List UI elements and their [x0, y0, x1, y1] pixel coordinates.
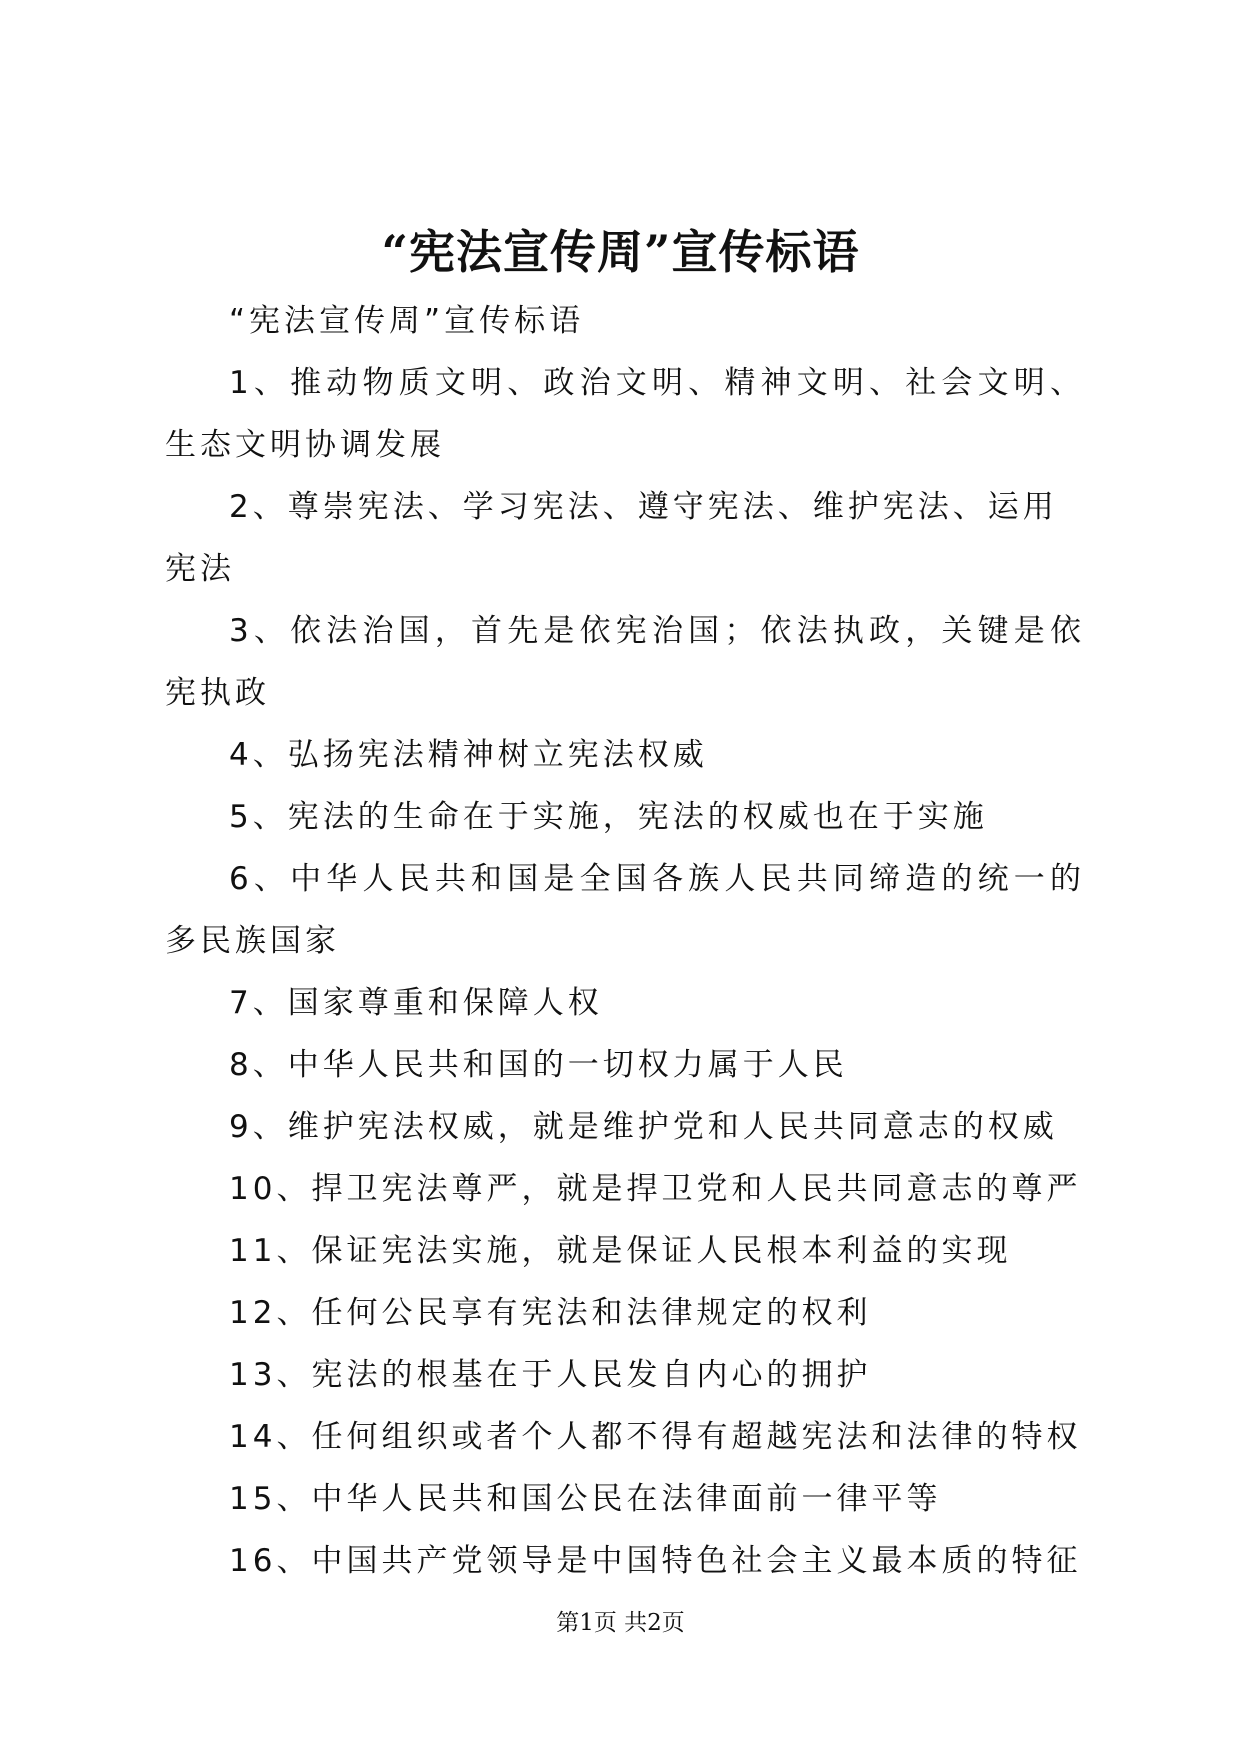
- slogan-item: 1、推动物质文明、政治文明、精神文明、社会文明、生态文明协调发展: [165, 365, 1085, 463]
- document-title: “宪法宣传周”宣传标语: [381, 225, 860, 279]
- slogan-item: 5、宪法的生命在于实施，宪法的权威也在于实施: [229, 799, 988, 835]
- slogan-item: 16、中国共产党领导是中国特色社会主义最本质的特征: [229, 1543, 1082, 1579]
- slogan-item: 7、国家尊重和保障人权: [229, 985, 603, 1021]
- slogan-item: 4、弘扬宪法精神树立宪法权威: [229, 737, 708, 773]
- slogan-item: 9、维护宪法权威，就是维护党和人民共同意志的权威: [229, 1109, 1058, 1145]
- slogan-item: 13、宪法的根基在于人民发自内心的拥护: [229, 1357, 872, 1393]
- slogan-item: 10、捍卫宪法尊严，就是捍卫党和人民共同意志的尊严: [229, 1171, 1082, 1207]
- slogan-item: 14、任何组织或者个人都不得有超越宪法和法律的特权: [229, 1419, 1082, 1455]
- page-footer: [0, 1608, 1241, 1638]
- slogan-item: 8、中华人民共和国的一切权力属于人民: [229, 1047, 848, 1083]
- slogan-item: 6、中华人民共和国是全国各族人民共同缔造的统一的多民族国家: [165, 861, 1085, 959]
- document-body: [165, 290, 1085, 1592]
- slogan-item: 3、依法治国，首先是依宪治国；依法执政，关键是依宪执政: [165, 613, 1085, 711]
- slogan-item: 2、尊崇宪法、学习宪法、遵守宪法、维护宪法、运用宪法: [165, 489, 1058, 587]
- slogan-item: 12、任何公民享有宪法和法律规定的权利: [229, 1295, 872, 1331]
- slogan-item: 11、保证宪法实施，就是保证人民根本利益的实现: [229, 1233, 1012, 1269]
- slogan-item: 15、中华人民共和国公民在法律面前一律平等: [229, 1481, 942, 1517]
- document-subtitle: “宪法宣传周”宣传标语: [229, 303, 585, 339]
- page-indicator: 第1页 共2页: [556, 1610, 685, 1636]
